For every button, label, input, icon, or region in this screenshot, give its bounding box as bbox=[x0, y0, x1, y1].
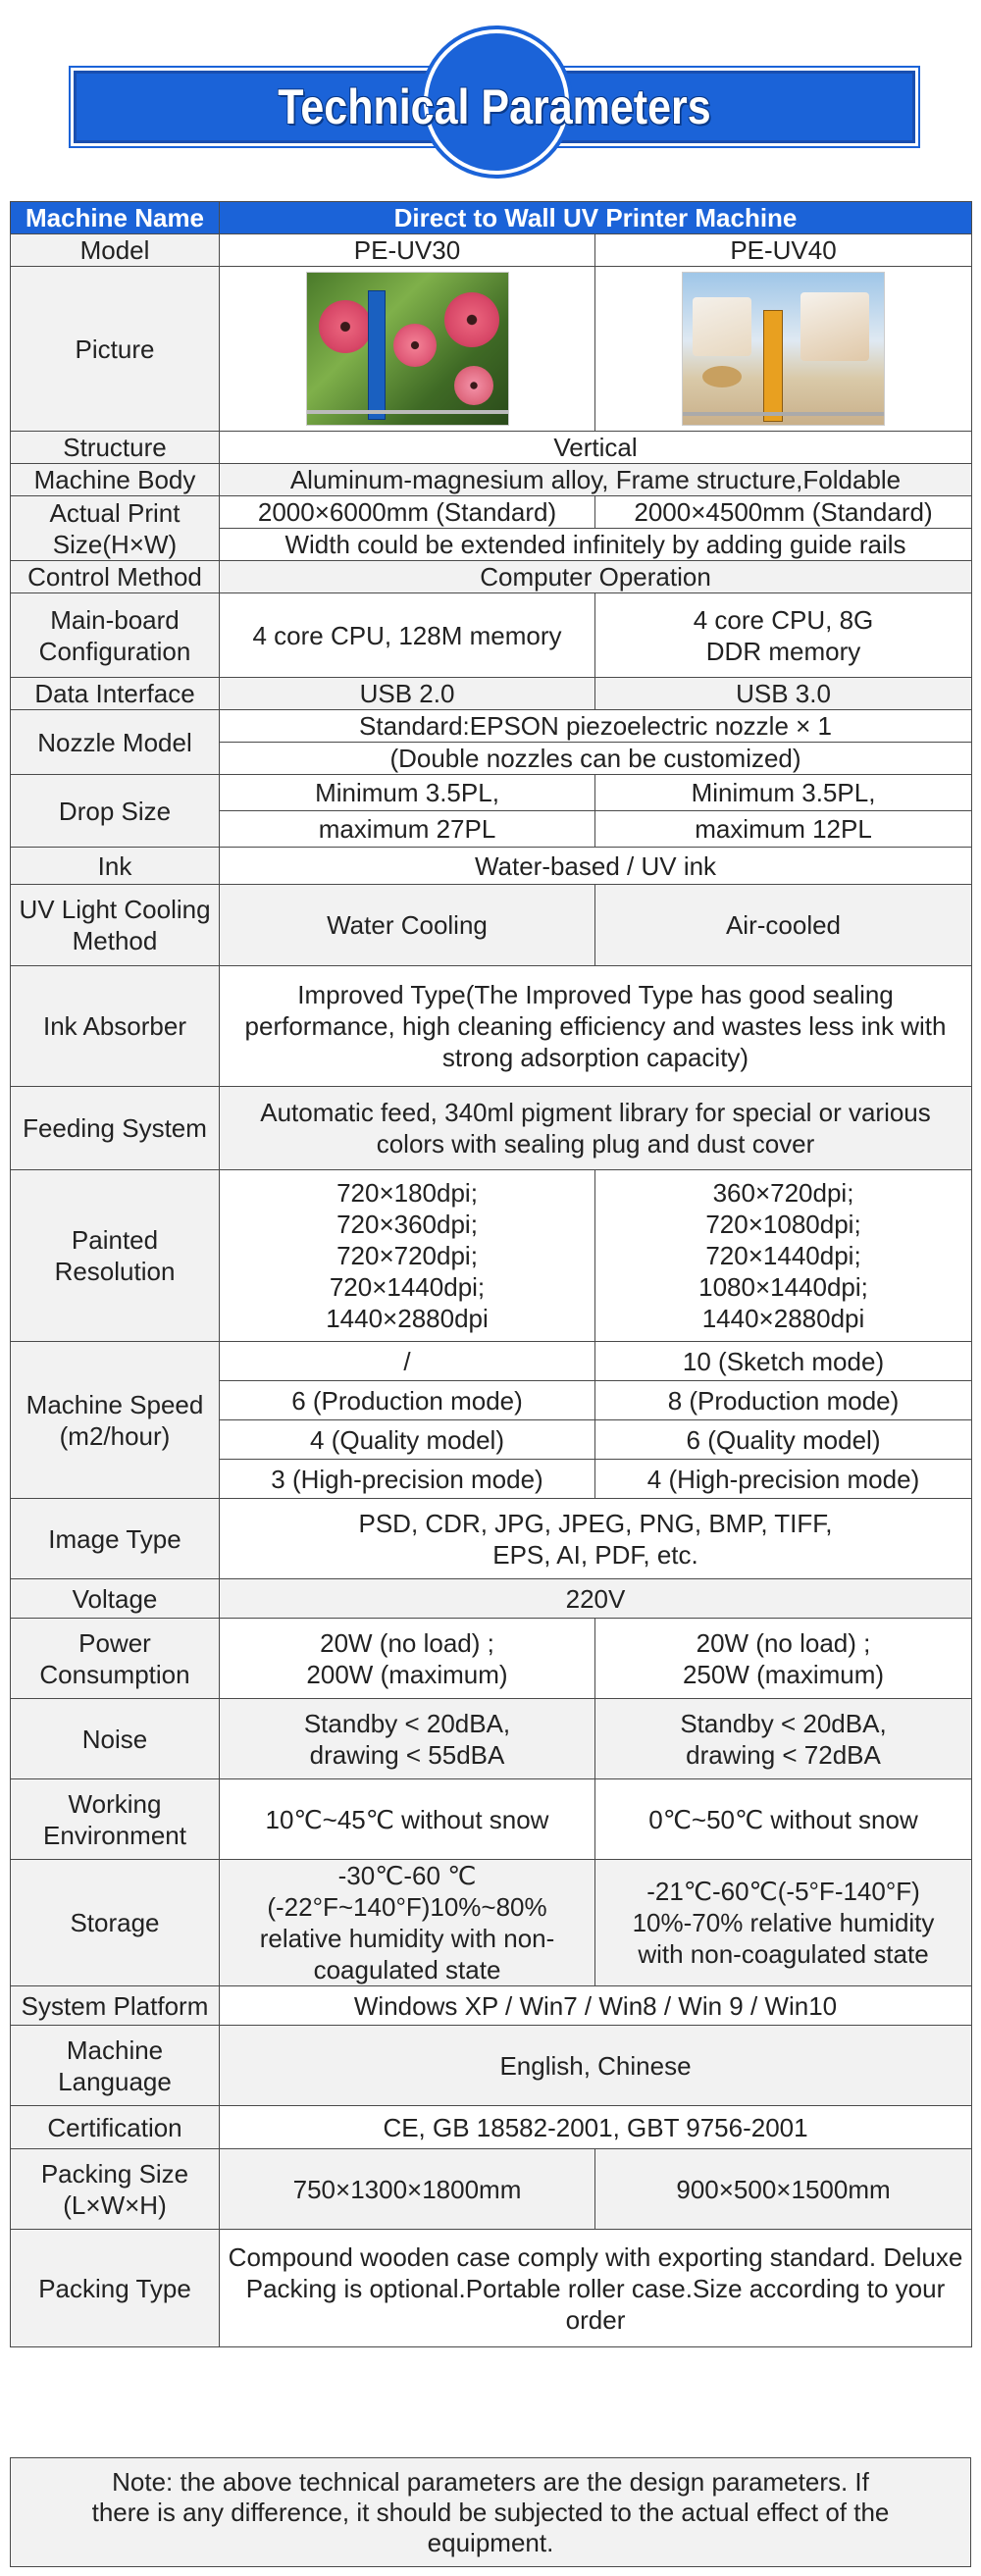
resolution-b-line: 360×720dpi; bbox=[712, 1178, 854, 1208]
value-print-size-b: 2000×4500mm (Standard) bbox=[595, 496, 972, 529]
row-model bbox=[11, 234, 972, 267]
footer-note-text: Note: the above technical parameters are the design parameters. If there is any difference, it should be subjected to the actual effect of the equipment. bbox=[91, 2466, 890, 2557]
row-structure bbox=[11, 432, 972, 464]
label-language: Machine Language bbox=[11, 2026, 220, 2106]
value-drop-a1: Minimum 3.5PL, bbox=[220, 775, 595, 811]
label-resolution: Painted Resolution bbox=[11, 1170, 220, 1342]
value-control: Computer Operation bbox=[220, 561, 972, 593]
label-environment: Working Environment bbox=[11, 1779, 220, 1860]
row-packing-size bbox=[11, 2149, 972, 2230]
value-noise-a: Standby < 20dBA, drawing < 55dBA bbox=[220, 1699, 595, 1779]
label-interface: Data Interface bbox=[11, 678, 220, 710]
row-noise bbox=[11, 1699, 972, 1779]
value-speed-a2: 4 (Quality model) bbox=[220, 1420, 595, 1460]
resolution-a-line: 720×360dpi; bbox=[336, 1210, 478, 1239]
resolution-a-line: 1440×2880dpi bbox=[326, 1304, 489, 1333]
label-noise: Noise bbox=[11, 1699, 220, 1779]
value-speed-a1: 6 (Production mode) bbox=[220, 1381, 595, 1420]
row-nozzle bbox=[11, 710, 972, 743]
row-power bbox=[11, 1619, 972, 1699]
label-ink: Ink bbox=[11, 848, 220, 885]
value-structure: Vertical bbox=[220, 432, 972, 464]
resolution-b-line: 1440×2880dpi bbox=[701, 1304, 865, 1333]
resolution-b-line: 1080×1440dpi; bbox=[698, 1272, 868, 1302]
label-voltage: Voltage bbox=[11, 1579, 220, 1619]
value-machine-body: Aluminum-magnesium alloy, Frame structure,Foldable bbox=[220, 464, 972, 496]
label-certification: Certification bbox=[11, 2106, 220, 2149]
row-environment bbox=[11, 1779, 972, 1860]
row-resolution bbox=[11, 1170, 972, 1342]
row-drop bbox=[11, 775, 972, 811]
value-environment-a: 10℃~45℃ without snow bbox=[220, 1779, 595, 1860]
label-speed: Machine Speed (m2/hour) bbox=[11, 1342, 220, 1499]
printer-photo-uv40 bbox=[682, 272, 885, 426]
row-feeding bbox=[11, 1087, 972, 1170]
value-certification: CE, GB 18582-2001, GBT 9756-2001 bbox=[220, 2106, 972, 2149]
value-interface-a: USB 2.0 bbox=[220, 678, 595, 710]
value-packing-size-a: 750×1300×1800mm bbox=[220, 2149, 595, 2230]
resolution-b-line: 720×1440dpi; bbox=[705, 1241, 861, 1270]
picture-cell-b bbox=[595, 267, 972, 432]
row-picture bbox=[11, 267, 972, 432]
row-platform bbox=[11, 1986, 972, 2026]
row-control bbox=[11, 561, 972, 593]
spec-table bbox=[10, 201, 972, 2347]
value-packing-size-b: 900×500×1500mm bbox=[595, 2149, 972, 2230]
label-machine-name: Machine Name bbox=[11, 202, 220, 234]
row-image-type bbox=[11, 1499, 972, 1579]
value-speed-b1: 8 (Production mode) bbox=[595, 1381, 972, 1420]
row-language bbox=[11, 2026, 972, 2106]
value-platform: Windows XP / Win7 / Win8 / Win 9 / Win10 bbox=[220, 1986, 972, 2026]
label-packing-size: Packing Size (L×W×H) bbox=[11, 2149, 220, 2230]
row-cooling bbox=[11, 885, 972, 966]
resolution-b-line: 720×1080dpi; bbox=[705, 1210, 861, 1239]
value-absorber: Improved Type(The Improved Type has good sealing performance, high cleaning efficiency and wastes less ink with strong adsorption capacity) bbox=[220, 966, 972, 1087]
value-power-a: 20W (no load) ; 200W (maximum) bbox=[220, 1619, 595, 1699]
value-print-size-note: Width could be extended infinitely by adding guide rails bbox=[220, 529, 972, 561]
value-noise-b: Standby < 20dBA, drawing < 72dBA bbox=[595, 1699, 972, 1779]
resolution-a-line: 720×180dpi; bbox=[336, 1178, 478, 1208]
printer-photo-uv30 bbox=[306, 272, 509, 426]
label-absorber: Ink Absorber bbox=[11, 966, 220, 1087]
value-model-b: PE-UV40 bbox=[595, 234, 972, 267]
row-machine-name bbox=[11, 202, 972, 234]
value-image-type: PSD, CDR, JPG, JPEG, PNG, BMP, TIFF, EPS, AI, PDF, etc. bbox=[220, 1499, 972, 1579]
value-cooling-a: Water Cooling bbox=[220, 885, 595, 966]
value-storage-b: -21℃-60℃(-5°F-140°F) 10%-70% relative humidity with non-coagulated state bbox=[595, 1860, 972, 1986]
footer-note bbox=[10, 2457, 971, 2567]
label-nozzle: Nozzle Model bbox=[11, 710, 220, 775]
value-cooling-b: Air-cooled bbox=[595, 885, 972, 966]
value-print-size-a: 2000×6000mm (Standard) bbox=[220, 496, 595, 529]
row-storage bbox=[11, 1860, 972, 1986]
value-mainboard-a: 4 core CPU, 128M memory bbox=[220, 593, 595, 678]
label-image-type: Image Type bbox=[11, 1499, 220, 1579]
value-drop-b2: maximum 12PL bbox=[595, 811, 972, 848]
label-print-size: Actual Print Size(H×W) bbox=[11, 496, 220, 561]
value-speed-b2: 6 (Quality model) bbox=[595, 1420, 972, 1460]
label-model: Model bbox=[11, 234, 220, 267]
value-ink: Water-based / UV ink bbox=[220, 848, 972, 885]
row-mainboard bbox=[11, 593, 972, 678]
value-power-b: 20W (no load) ; 250W (maximum) bbox=[595, 1619, 972, 1699]
resolution-a-line: 720×1440dpi; bbox=[329, 1272, 486, 1302]
value-speed-b0: 10 (Sketch mode) bbox=[595, 1342, 972, 1381]
label-feeding: Feeding System bbox=[11, 1087, 220, 1170]
page-title: Technical Parameters bbox=[278, 79, 711, 134]
label-picture: Picture bbox=[11, 267, 220, 432]
value-resolution-b bbox=[595, 1170, 972, 1342]
value-language: English, Chinese bbox=[220, 2026, 972, 2106]
value-resolution-a bbox=[220, 1170, 595, 1342]
label-platform: System Platform bbox=[11, 1986, 220, 2026]
label-drop: Drop Size bbox=[11, 775, 220, 848]
value-drop-a2: maximum 27PL bbox=[220, 811, 595, 848]
value-mainboard-b: 4 core CPU, 8G DDR memory bbox=[595, 593, 972, 678]
picture-cell-a bbox=[220, 267, 595, 432]
value-packing-type: Compound wooden case comply with exporting standard. Deluxe Packing is optional.Portable roller case.Size according to your order bbox=[220, 2230, 972, 2347]
value-environment-b: 0℃~50℃ without snow bbox=[595, 1779, 972, 1860]
row-absorber bbox=[11, 966, 972, 1087]
value-storage-a: -30℃-60 ℃(-22°F~140°F)10%~80% relative humidity with non-coagulated state bbox=[220, 1860, 595, 1986]
label-machine-body: Machine Body bbox=[11, 464, 220, 496]
value-speed-a3: 3 (High-precision mode) bbox=[220, 1460, 595, 1499]
label-structure: Structure bbox=[11, 432, 220, 464]
row-voltage bbox=[11, 1579, 972, 1619]
row-ink bbox=[11, 848, 972, 885]
label-packing-type: Packing Type bbox=[11, 2230, 220, 2347]
row-print-size bbox=[11, 496, 972, 529]
value-drop-b1: Minimum 3.5PL, bbox=[595, 775, 972, 811]
row-certification bbox=[11, 2106, 972, 2149]
value-speed-a0: / bbox=[220, 1342, 595, 1381]
resolution-a-line: 720×720dpi; bbox=[336, 1241, 478, 1270]
label-power: Power Consumption bbox=[11, 1619, 220, 1699]
value-nozzle-line1: Standard:EPSON piezoelectric nozzle × 1 bbox=[220, 710, 972, 743]
label-mainboard: Main-board Configuration bbox=[11, 593, 220, 678]
row-machine-body bbox=[11, 464, 972, 496]
value-machine-name: Direct to Wall UV Printer Machine bbox=[220, 202, 972, 234]
value-speed-b3: 4 (High-precision mode) bbox=[595, 1460, 972, 1499]
value-nozzle-line2: (Double nozzles can be customized) bbox=[220, 743, 972, 775]
value-interface-b: USB 3.0 bbox=[595, 678, 972, 710]
label-cooling: UV Light Cooling Method bbox=[11, 885, 220, 966]
label-storage: Storage bbox=[11, 1860, 220, 1986]
row-interface bbox=[11, 678, 972, 710]
row-packing-type bbox=[11, 2230, 972, 2347]
value-voltage: 220V bbox=[220, 1579, 972, 1619]
row-speed bbox=[11, 1342, 972, 1381]
label-control: Control Method bbox=[11, 561, 220, 593]
value-model-a: PE-UV30 bbox=[220, 234, 595, 267]
value-feeding: Automatic feed, 340ml pigment library for special or various colors with sealing plug and dust cover bbox=[220, 1087, 972, 1170]
title-banner bbox=[0, 0, 981, 201]
